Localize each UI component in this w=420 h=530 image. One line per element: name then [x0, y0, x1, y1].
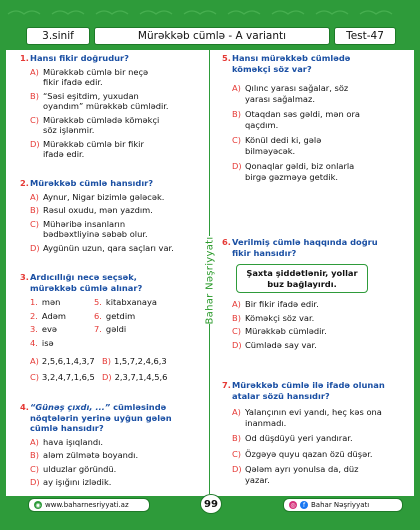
option-a[interactable]: A) Aynur, Nigar bizimlə gələcək. — [30, 191, 165, 202]
question-text: Hansı mürəkkəb cümlədə köməkçi söz var? — [232, 53, 351, 74]
question-6: 6. Verilmiş cümlə haqqında doğru fikir hansıdır? Şaxta şiddətlənir, yollar buz bağlayırdı. A) Bir fikir ifadə edir. B) Köməkçi söz var. C) Mürəkkəb cümlədir. D) Cümlədə say var. — [222, 237, 402, 350]
question-text: Mürəkkəb cümlə hansıdır? — [30, 178, 154, 188]
option-d[interactable]: D) ay işığını izlədik. — [30, 477, 112, 487]
option-b[interactable]: B) aləm zülmətə boyandı. — [30, 450, 139, 460]
option-d[interactable]: D) Aygünün uzun, qara saçları var. — [30, 242, 174, 253]
option-d[interactable]: D) 2,3,7,1,4,5,6 — [102, 371, 168, 382]
question-text: Mürəkkəb cümlə ilə ifadə olunan atalar sözü hansıdır? — [232, 380, 385, 401]
option-c[interactable]: C) Mürəkkəb cümlədir. — [232, 326, 327, 336]
option-d[interactable]: D) Cümlədə say var. — [232, 339, 317, 350]
option-a[interactable]: A) Qılınc yarası sağalar, söz yarası sağalmaz. — [232, 83, 349, 104]
website-link[interactable]: www.baharnesriyyati.az — [45, 501, 129, 509]
website-pill[interactable] — [28, 498, 150, 512]
word-item: 3. evə — [30, 324, 58, 334]
option-b[interactable]: B) Od düşdüyü yeri yandırar. — [232, 433, 353, 443]
question-text: Hansı fikir doğrudur? — [30, 53, 129, 63]
option-d[interactable]: D) Qonaqlar gəldi, biz onlarla birgə gəzməyə getdik. — [232, 161, 355, 182]
test-number: Test-47 — [334, 27, 396, 45]
globe-icon: ◉ — [35, 501, 41, 509]
option-c[interactable]: C) Könül dedi ki, gələ bilməyəcək. — [232, 135, 322, 156]
page-title: Mürəkkəb cümlə - A variantı — [94, 27, 330, 45]
question-3: 3. Ardıcıllığı necə seçsək, mürəkkəb cümlə alınar? 1. mən 5. kitabxanaya 2. Adəm 6. getdim 3. evə 7. gəldi 4. isə A) 2,5,6,1,4,3,7 B) 1,5,7,2,4,6,3 C) 3,2,4,7,1,6,5 D) 2,3,7,1,4,5,6 — [20, 272, 204, 382]
word-item: 7. gəldi — [94, 324, 127, 334]
option-b[interactable]: B) Otaqdan səs gəldi, mən ora qaçdım. — [232, 109, 360, 130]
option-d[interactable]: D) Mürəkkəb cümlə bir fikir ifadə edir. — [30, 138, 144, 159]
option-b[interactable]: B) Köməkçi söz var. — [232, 312, 315, 323]
header — [26, 27, 396, 45]
question-4: 4. “Günəş çıxdı, ...” cümləsində nöqtələrin yerinə uyğun gələn cümlə hansıdır? A) hava işıqlandı. B) aləm zülmətə boyandı. C) ulduzlar göründü. D) ay işığını izlədik. — [20, 402, 202, 488]
question-text: Verilmiş cümlə haqqında doğru fikir hansıdır? — [232, 237, 378, 258]
question-1: 1. Hansı fikir doğrudur? A) Mürəkkəb cümlə bir neçə fikir ifadə edir. B) “Səsi eşitdim, yuxudan oyandım” mürəkkəb cümlədir. C) Mürəkkəb cümlədə köməkçi söz işlənmir. D) Mürəkkəb cümlə bir fikir ifadə edir. — [20, 53, 202, 160]
column-divider — [209, 324, 210, 494]
option-d[interactable]: D) Qələm ayrı yonulsa da, düz yazar. — [232, 464, 359, 485]
question-text: “Günəş çıxdı, ...” cümləsində nöqtələrin yerinə uyğun gələn cümlə hansıdır? — [30, 402, 172, 433]
option-c[interactable]: C) ulduzlar göründü. — [30, 463, 117, 474]
word-item: 5. kitabxanaya — [94, 297, 157, 307]
option-a[interactable]: A) Mürəkkəb cümlə bir neçə fikir ifadə edir. — [30, 66, 149, 87]
option-a[interactable]: A) Bir fikir ifadə edir. — [232, 299, 319, 309]
left-border — [0, 50, 6, 496]
social-pill[interactable] — [283, 498, 403, 512]
question-text: Ardıcıllığı necə seçsək, mürəkkəb cümlə alınar? — [30, 272, 143, 293]
option-a[interactable]: A) 2,5,6,1,4,3,7 — [30, 356, 95, 366]
option-c[interactable]: C) Özgəyə quyu qazan özü düşər. — [232, 448, 373, 459]
word-item: 2. Adəm — [30, 310, 66, 321]
order-options — [20, 356, 204, 382]
column-divider — [209, 50, 210, 236]
social-handle: Bahar Nəşriyyatı — [311, 501, 370, 509]
top-band — [0, 0, 420, 50]
right-border — [414, 50, 420, 496]
page-number: 99 — [200, 494, 222, 514]
question-5: 5. Hansı mürəkkəb cümlədə köməkçi söz var? A) Qılınc yarası sağalar, söz yarası sağalmaz. B) Otaqdan səs gəldi, mən ora qaçdım. C) Könül dedi ki, gələ bilməyəcək. D) Qonaqlar gəldi, biz onlarla birgə gəzməyə getdik. — [222, 53, 402, 182]
publisher-watermark: Bahar Nəşriyyatı — [204, 236, 216, 324]
option-b[interactable]: B) Rəsul oxudu, mən yazdım. — [30, 205, 153, 215]
word-item: 4. isə — [30, 337, 54, 348]
facebook-icon[interactable]: f — [300, 501, 308, 509]
option-c[interactable]: C) Mühəribə insanların bədbəxtliyinə səbəb olur. — [30, 218, 148, 239]
instagram-icon[interactable]: ◎ — [290, 501, 296, 509]
option-a[interactable]: A) hava işıqlandı. — [30, 436, 104, 447]
option-b[interactable]: B) 1,5,7,2,4,6,3 — [102, 356, 167, 366]
given-sentence-box: Şaxta şiddətlənir, yollar buz bağlayırdı. — [236, 264, 368, 293]
word-item: 6. getdim — [94, 310, 136, 321]
option-b[interactable]: B) “Səsi eşitdim, yuxudan oyandım” mürəkkəb cümlədir. — [30, 90, 169, 111]
option-c[interactable]: C) Mürəkkəb cümlədə köməkçi söz işlənmir. — [30, 114, 160, 135]
question-7: 7. Mürəkkəb cümlə ilə ifadə olunan atalar sözü hansıdır? A) Yalançının evi yandı, heç kəs ona inanmadı. B) Od düşdüyü yeri yandırar. C) Özgəyə quyu qazan özü düşər. D) Qələm ayrı yonulsa da, düz yazar. — [222, 380, 402, 485]
option-a[interactable]: A) Yalançının evi yandı, heç kəs ona inanmadı. — [232, 407, 382, 428]
option-c[interactable]: C) 3,2,4,7,1,6,5 — [30, 371, 95, 382]
question-2: 2. Mürəkkəb cümlə hansıdır? A) Aynur, Nigar bizimlə gələcək. B) Rəsul oxudu, mən yazdım. C) Mühəribə insanların bədbəxtliyinə səbəb olur. D) Aygünün uzun, qara saçları var. — [20, 178, 202, 253]
word-list — [20, 297, 204, 348]
word-item: 1. mən — [30, 297, 61, 307]
grade-label: 3.sinif — [26, 27, 90, 45]
